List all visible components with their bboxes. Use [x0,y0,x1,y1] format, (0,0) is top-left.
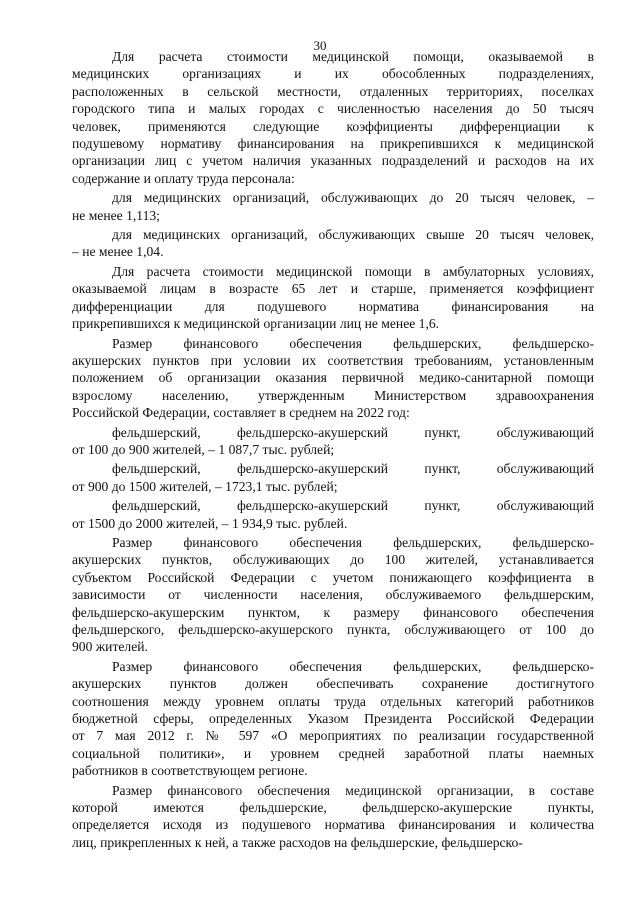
text-line: от 900 до 1500 жителей, – 1723,1 тыс. рублей; [72,478,338,494]
page-number: 30 [313,38,327,53]
text-line: человек, применяются следующие коэффициенты дифференциации к [72,118,594,134]
paragraph [72,226,594,261]
text-line: фельдшерский, фельдшерско-акушерский пункт, обслуживающий [112,424,594,440]
text-line: от 1500 до 2000 жителей, – 1 934,9 тыс. рублей. [72,515,348,531]
paragraph [72,497,594,532]
paragraph [72,48,594,187]
text-line: от 100 до 900 жителей, – 1 087,7 тыс. рублей; [72,441,335,457]
text-line: медицинских организациях и их обособленных подразделениях, [72,66,594,82]
text-line: лиц, прикрепленных к ней, а также расходов на фельдшерские, фельдшерско- [72,834,523,850]
text-line: городского типа и малых городах с численностью населения до 50 тысяч [72,101,594,117]
paragraph [72,263,594,333]
text-line: взрослому населению, утвержденным Министерством здравоохранения [72,387,594,403]
text-line: определяется исходя из подушевого норматива финансирования и количества [72,817,594,833]
text-line: фельдшерско-акушерским пунктом, к размеру финансового обеспечения [72,604,594,620]
text-line: фельдшерского, фельдшерско-акушерского пункта, обслуживающего от 100 до [72,622,594,637]
text-line: положением об организации оказания первичной медико-санитарной помощи [72,370,594,386]
text-line: Размер финансового обеспечения фельдшерских, фельдшерско- [112,534,594,550]
text-line: Для расчета стоимости медицинской помощи в амбулаторных условиях, [112,263,594,279]
document-body [72,48,594,851]
text-line: фельдшерский, фельдшерско-акушерский пункт, обслуживающий [112,461,594,477]
text-line: Для расчета стоимости медицинской помощи, оказываемой в [112,49,594,64]
text-line: социальной политики», и уровнем средней заработной платы наемных [72,745,594,761]
text-line: – не менее 1,04. [72,244,164,260]
paragraph [72,658,594,780]
text-line: акушерских пунктов, обслуживающих до 100 жителей, устанавливается [72,552,594,568]
text-line: 900 жителей. [72,639,148,655]
text-line: работников в соответствующем регионе. [72,763,308,779]
paragraph [72,460,594,495]
text-line: для медицинских организаций, обслуживающих свыше 20 тысяч человек, [112,227,594,243]
text-line: акушерских пунктов при условии их соответствия требованиям, установленным [72,352,594,368]
paragraph [72,335,594,422]
paragraph [72,782,594,852]
text-line: прикрепившихся к медицинской организации лиц не менее 1,6. [72,316,440,332]
text-line: Размер финансового обеспечения фельдшерских, фельдшерско- [112,335,594,351]
text-line: организации лиц с учетом наличия указанных подразделений и расходов на их [72,153,594,169]
text-line: дифференциации для подушевого норматива финансирования на [72,298,594,314]
text-line: Размер финансового обеспечения медицинской организации, в составе [112,782,594,798]
text-line: для медицинских организаций, обслуживающих до 20 тысяч человек, – [112,190,594,206]
text-line: от 7 мая 2012 г. № 597 «О мероприятиях по реализации государственной [72,728,594,744]
text-line: Российской Федерации, составляет в среднем на 2022 год: [72,405,410,421]
paragraph [72,424,594,459]
text-line: субъектом Российской Федерации с учетом понижающего коэффициента в [72,569,594,585]
text-line: оказываемой лицам в возрасте 65 лет и старше, применяется коэффициент [72,281,594,297]
text-line: которой имеются фельдшерские, фельдшерско-акушерские пункты, [72,800,594,816]
text-line: подушевому нормативу финансирования на прикрепившихся к медицинской [72,136,594,152]
paragraph-list [72,48,594,851]
text-line: акушерских пунктов должен обеспечивать сохранение достигнутого [72,676,594,692]
text-line: расположенных в сельской местности, отдаленных территориях, поселках [72,83,594,99]
paragraph [72,189,594,224]
text-line: Размер финансового обеспечения фельдшерских, фельдшерско- [112,658,594,674]
text-line: содержание и оплату труда персонала: [72,170,295,186]
text-line: не менее 1,113; [72,207,160,223]
text-line: зависимости от численности населения, обслуживаемого фельдшерским, [72,587,594,603]
text-line: фельдшерский, фельдшерско-акушерский пункт, обслуживающий [112,498,594,514]
paragraph [72,534,594,656]
text-line: бюджетной сферы, определенных Указом Президента Российской Федерации [72,711,594,727]
text-line: соотношения между уровнем оплаты труда отдельных категорий работников [72,693,594,709]
